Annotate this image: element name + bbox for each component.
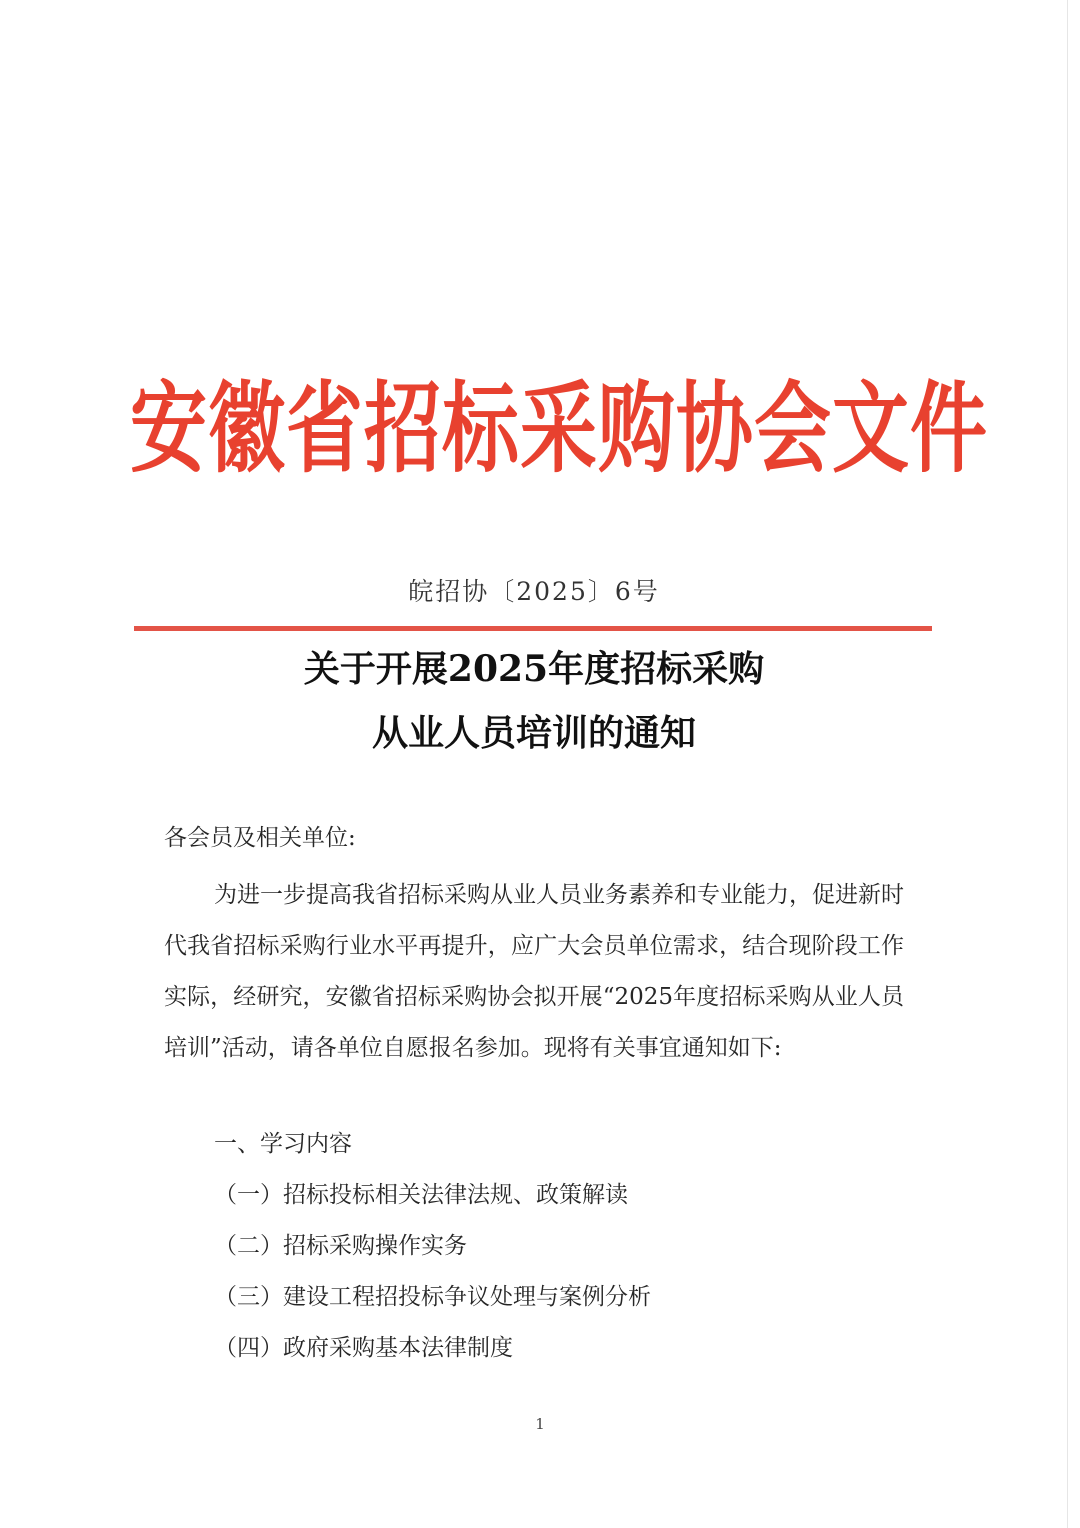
- red-divider-line: [134, 626, 932, 631]
- notice-title-line-2: 从业人员培训的通知: [371, 712, 696, 754]
- list-item: （三）建设工程招投标争议处理与案例分析: [214, 1284, 651, 1310]
- salutation: 各会员及相关单位:: [164, 825, 356, 851]
- notice-title-line-1: 关于开展2025年度招标采购: [303, 648, 765, 690]
- section-heading-learning-content: 一、学习内容: [214, 1131, 352, 1157]
- body-paragraph: 为进一步提高我省招标采购从业人员业务素养和专业能力，促进新时代我省招标采购行业水平再提升，应广大会员单位需求，结合现阶段工作实际，经研究，安徽省招标采购协会拟开展“2025年度招标采购从业人员培训”活动，请各单位自愿报名参加。现将有关事宜通知如下:: [164, 882, 904, 1061]
- list-item: （二）招标采购操作实务: [214, 1233, 467, 1259]
- page-number: 1: [535, 1415, 545, 1433]
- page-edge-line: [1067, 0, 1068, 1528]
- masthead-title: 安徽省招标采购协会文件: [130, 372, 988, 487]
- list-item: （一）招标投标相关法律法规、政策解读: [214, 1182, 628, 1208]
- list-item: （四）政府采购基本法律制度: [214, 1335, 513, 1361]
- document-number: 皖招协〔2025〕6号: [408, 577, 660, 606]
